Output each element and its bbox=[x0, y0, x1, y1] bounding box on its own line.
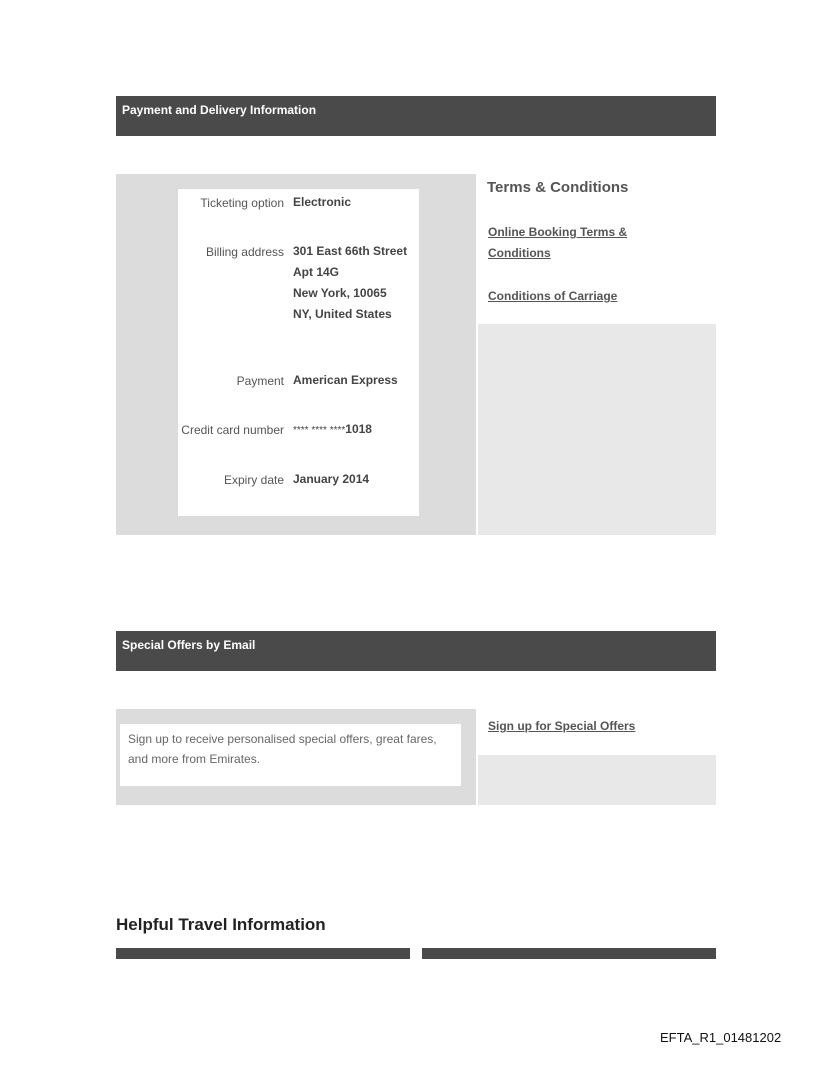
online-booking-terms-link[interactable] bbox=[488, 222, 627, 264]
document-id: EFTA_R1_01481202 bbox=[660, 1030, 782, 1045]
ticketing-option-label: Ticketing option bbox=[200, 196, 284, 210]
offers-right-panel-bottom bbox=[478, 755, 716, 805]
signup-special-offers-link[interactable]: Sign up for Special Offers bbox=[488, 719, 636, 733]
online-booking-terms-line-1: Online Booking Terms & bbox=[488, 225, 628, 239]
payment-section-title: Payment and Delivery Information bbox=[122, 103, 317, 117]
credit-card-last4: 1018 bbox=[345, 422, 372, 436]
billing-address-line-2: Apt 14G bbox=[293, 265, 340, 279]
conditions-of-carriage-link[interactable]: Conditions of Carriage bbox=[488, 289, 618, 303]
offers-text-line-2: and more from Emirates. bbox=[128, 752, 261, 766]
billing-address-line-3: New York, 10065 bbox=[293, 286, 387, 300]
expiry-date-label: Expiry date bbox=[223, 473, 284, 487]
helpful-bar-left bbox=[116, 948, 410, 959]
terms-panel-bottom bbox=[478, 324, 716, 535]
online-booking-terms-line-2: Conditions bbox=[488, 246, 551, 260]
billing-address-line-4: NY, United States bbox=[293, 307, 392, 321]
credit-card-mask: **** **** **** bbox=[293, 425, 346, 436]
offers-section-title: Special Offers by Email bbox=[122, 638, 256, 652]
payment-details-box bbox=[178, 189, 419, 516]
offers-section-header bbox=[116, 631, 716, 671]
billing-address-label: Billing address bbox=[205, 245, 284, 259]
payment-value: American Express bbox=[293, 373, 398, 387]
ticketing-option-value: Electronic bbox=[293, 195, 352, 209]
payment-label: Payment bbox=[236, 374, 284, 388]
offers-text-line-1: Sign up to receive personalised special offers, great fares, bbox=[128, 732, 437, 746]
credit-card-label: Credit card number bbox=[181, 423, 284, 437]
credit-card-value bbox=[293, 419, 372, 441]
expiry-date-value: January 2014 bbox=[293, 472, 370, 486]
helpful-travel-heading: Helpful Travel Information bbox=[116, 915, 326, 934]
billing-address-line-1: 301 East 66th Street bbox=[293, 244, 408, 258]
terms-heading: Terms & Conditions bbox=[487, 179, 629, 196]
helpful-bar-right bbox=[422, 948, 716, 959]
payment-section-header bbox=[116, 96, 716, 136]
